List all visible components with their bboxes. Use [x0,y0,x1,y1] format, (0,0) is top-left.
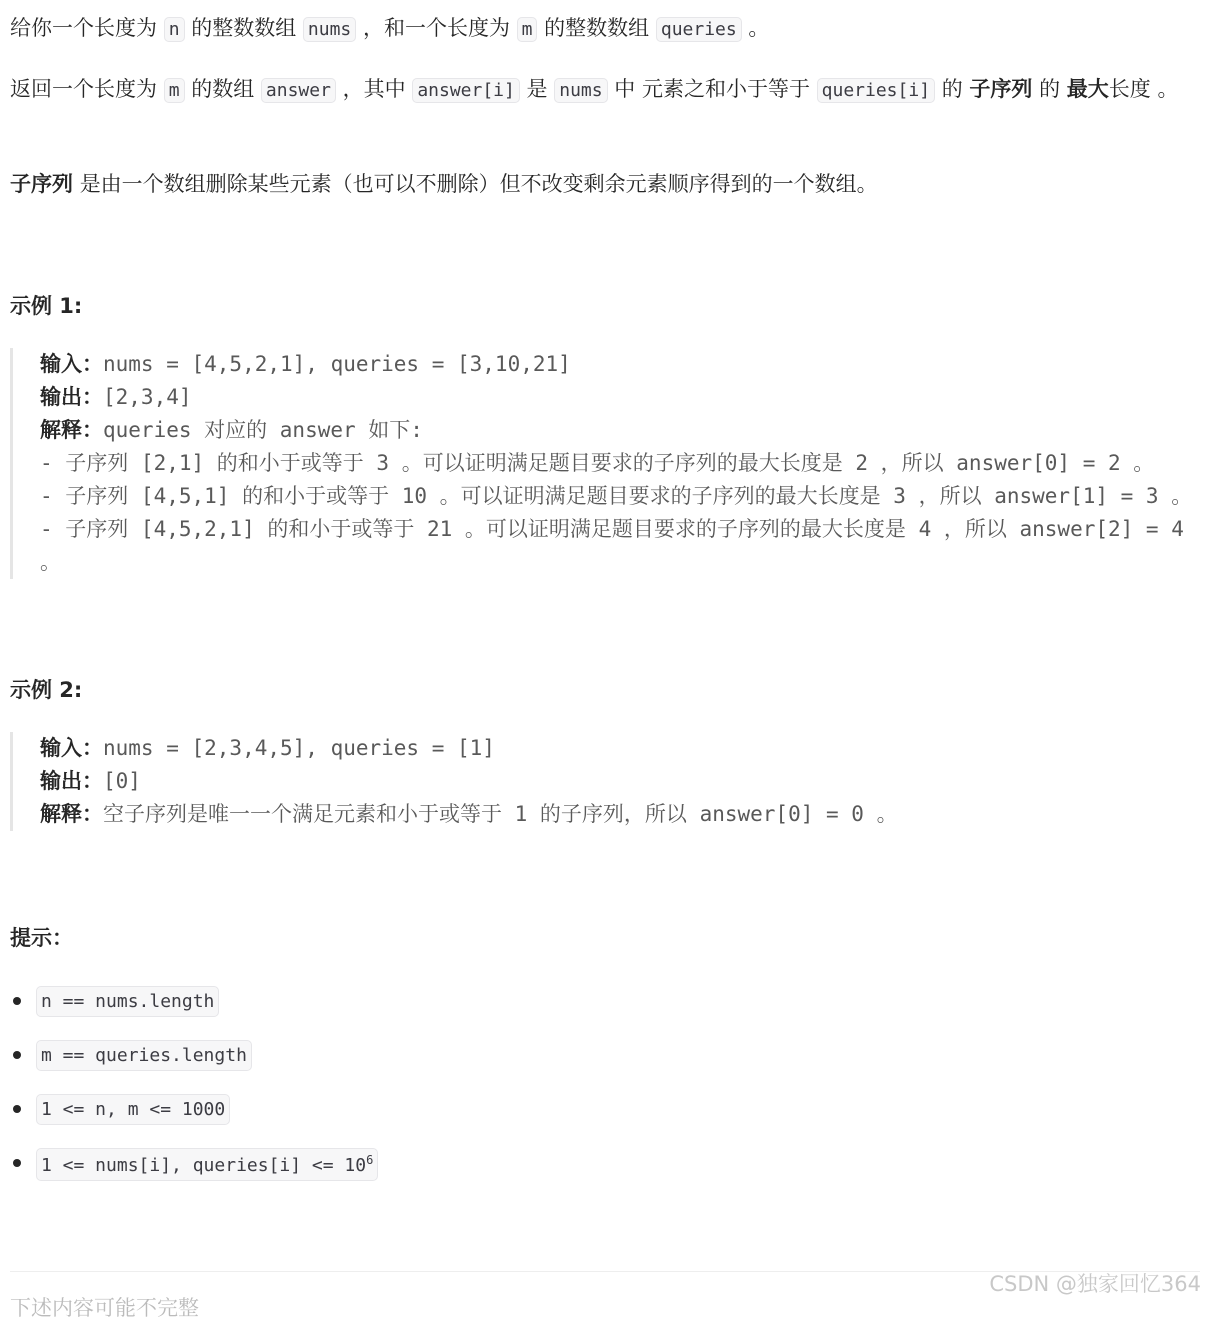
text: 给你一个长度为 [10,16,157,40]
explain-value: queries 对应的 answer 如下: - 子序列 [2,1] 的和小于或等于 3 。可以证明满足题目要求的子序列的最大长度是 2 ，所以 answer[0] = 2 。 - 子序列 [4,5,1] 的和小于或等于 10 。可以证明满足题目要求的子序列的最大长度是 3 ，所以 answer[1] = 3 。 - 子序列 [4,5,2,1] 的和小于或等于 21 。可以证明满足题目要求的子序列的最大长度是 4 ，所以 answer[2] = 4 。 [40,418,1193,574]
hint-code: n == nums.length [36,986,219,1017]
output-value: [0] [103,769,141,793]
bold-max: 最大 [1066,77,1109,101]
code-m: m [517,17,538,42]
hint-text: 1 <= nums[i], queries[i] <= 10 [41,1155,367,1176]
text: 是由一个数组删除某些元素（也可以不删除）但不改变剩余元素顺序得到的一个数组。 [79,172,878,196]
bullet-icon [13,1159,21,1167]
bullet-icon [13,997,21,1005]
text: 中 元素之和小于等于 [614,77,810,101]
code-answer: answer [261,78,336,103]
text: 。 [1157,77,1179,101]
output-label: 输出： [40,769,103,793]
text: 的整数数组 [544,16,650,40]
example-1-title: 示例 1: [10,294,83,318]
text: 的 [1039,77,1061,101]
output-value: [2,3,4] [103,385,192,409]
bold-subsequence: 子序列 [969,77,1033,101]
hint-code: m == queries.length [36,1040,252,1071]
input-value: nums = [2,3,4,5], queries = [1] [103,736,495,760]
input-label: 输入： [40,352,103,376]
exponent: 6 [366,1153,374,1167]
hint-code [36,1148,378,1181]
text: ，和一个长度为 [362,16,510,40]
code-n: n [164,17,185,42]
hints-title: 提示： [10,926,73,950]
text: 的 [941,77,963,101]
bold-subsequence: 子序列 [10,172,73,196]
intro-paragraph-1 [10,11,769,47]
example-2-title: 示例 2: [10,678,83,702]
code-nums: nums [554,78,607,103]
hint-code: 1 <= n, m <= 1000 [36,1094,230,1125]
code-nums: nums [303,17,356,42]
footer-cut-text: 下述内容可能不完整 [10,1296,199,1320]
example-1-block [10,348,1207,579]
explain-label: 解释： [40,802,103,826]
bullet-icon [13,1105,21,1113]
code-answer-i: answer[i] [412,78,520,103]
example-2-block [10,732,1207,831]
code-m: m [164,78,185,103]
text: 长度 [1108,77,1151,101]
explain-value: 空子序列是唯一一个满足元素和小于或等于 1 的子序列，所以 answer[0] = 0 。 [103,802,898,826]
text: 是 [526,77,548,101]
text: 。 [748,16,770,40]
watermark: CSDN @独家回忆364 [989,1272,1201,1296]
output-label: 输出： [40,385,103,409]
explain-label: 解释： [40,418,103,442]
text: ，其中 [342,77,406,101]
code-queries: queries [656,17,742,42]
text: 返回一个长度为 [10,77,157,101]
bullet-icon [13,1051,21,1059]
text: 的数组 [191,77,255,101]
intro-paragraph-3 [10,167,878,202]
input-label: 输入： [40,736,103,760]
input-value: nums = [4,5,2,1], queries = [3,10,21] [103,352,571,376]
text: 的整数数组 [191,16,297,40]
code-queries-i: queries[i] [817,78,935,103]
intro-paragraph-2 [10,72,1178,108]
